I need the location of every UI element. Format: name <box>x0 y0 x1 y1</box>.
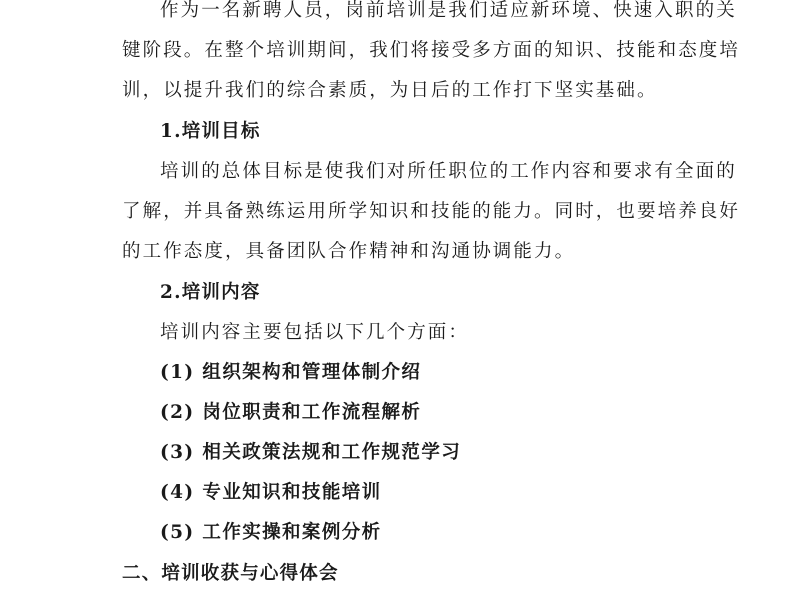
content-item-2: (2) 岗位职责和工作流程解析 <box>160 402 422 423</box>
content-item-4: (4) 专业知识和技能培训 <box>160 482 382 503</box>
intro-line-2: 键阶段。在整个培训期间，我们将接受多方面的知识、技能和态度培 <box>122 40 741 61</box>
section2-lead: 培训内容主要包括以下几个方面： <box>160 322 470 343</box>
section1-line-1: 培训的总体目标是使我们对所任职位的工作内容和要求有全面的 <box>160 161 737 182</box>
section1-heading: 1.培训目标 <box>160 121 261 142</box>
section-next-heading: 二、培训收获与心得体会 <box>122 563 339 584</box>
section1-line-2: 了解，并具备熟练运用所学知识和技能的能力。同时，也要培养良好 <box>122 201 741 222</box>
content-item-1: (1) 组织架构和管理体制介绍 <box>160 362 422 383</box>
intro-line-1: 作为一名新聘人员，岗前培训是我们适应新环境、快速入职的关 <box>160 0 737 21</box>
section2-heading: 2.培训内容 <box>160 282 261 303</box>
intro-line-3: 训，以提升我们的综合素质，为日后的工作打下坚实基础。 <box>122 80 658 101</box>
content-item-3: (3) 相关政策法规和工作规范学习 <box>160 442 462 463</box>
content-item-5: (5) 工作实操和案例分析 <box>160 522 382 543</box>
section1-line-3: 的工作态度，具备团队合作精神和沟通协调能力。 <box>122 241 576 262</box>
